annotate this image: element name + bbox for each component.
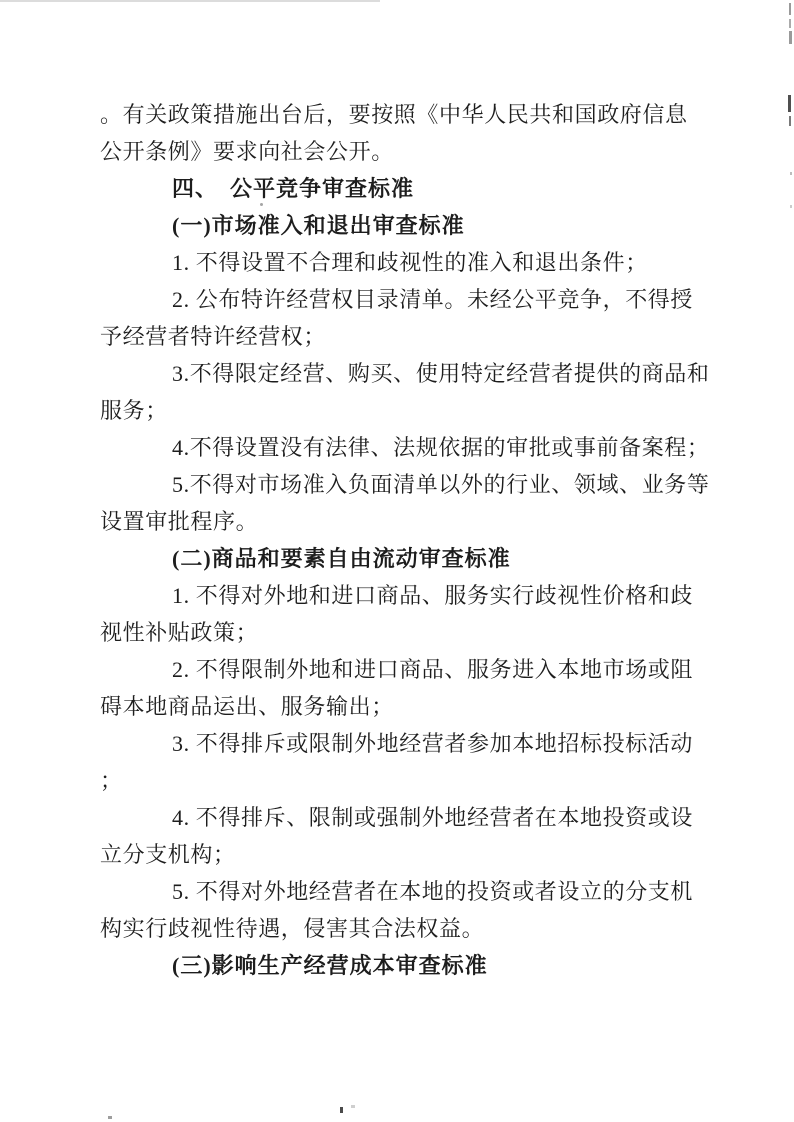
text-line: 构实行歧视性待遇，侵害其合法权益。 <box>100 916 485 941</box>
text-line: 立分支机构； <box>100 842 236 867</box>
heading-line: (二)商品和要素自由流动审查标准 <box>172 546 511 571</box>
scan-artifact-speck <box>790 172 792 175</box>
scan-artifact-speck <box>108 1116 112 1119</box>
scan-artifact-speck <box>340 1107 343 1113</box>
text-line: 4.不得设置没有法律、法规依据的审批或事前备案程； <box>172 435 710 460</box>
text-line: 1. 不得对外地和进口商品、服务实行歧视性价格和歧 <box>172 583 694 608</box>
text-line: 予经营者特许经营权； <box>100 324 327 349</box>
heading-line: (一)市场准入和退出审查标准 <box>172 213 465 238</box>
scan-artifact-speck <box>260 203 263 206</box>
text-line: 公开条例》要求向社会公开。 <box>100 139 394 164</box>
heading-line: (三)影响生产经营成本审查标准 <box>172 953 488 978</box>
text-line: 设置审批程序。 <box>100 509 259 534</box>
scan-artifact-top-line <box>0 0 380 2</box>
text-line: 服务； <box>100 398 168 423</box>
text-line: 1. 不得设置不合理和歧视性的准入和退出条件； <box>172 250 648 275</box>
document-body <box>100 96 710 984</box>
scan-artifact-right-dash <box>788 95 791 112</box>
text-line: 5. 不得对外地经营者在本地的投资或者设立的分支机 <box>172 879 694 904</box>
text-line: 4. 不得排斥、限制或强制外地经营者在本地投资或设 <box>172 805 694 830</box>
scan-artifact-speck <box>351 1105 355 1108</box>
scan-artifact-right-dash <box>789 116 791 126</box>
text-line: 碍本地商品运出、服务输出； <box>100 694 394 719</box>
scan-artifact-right-dash <box>789 31 792 44</box>
text-line: 3. 不得排斥或限制外地经营者参加本地招标投标活动 <box>172 731 694 756</box>
text-line: ； <box>100 768 123 793</box>
text-line: 3.不得限定经营、购买、使用特定经营者提供的商品和 <box>172 361 710 386</box>
scan-artifact-right-dash <box>789 19 791 28</box>
scan-artifact-right-dash <box>789 3 791 15</box>
scan-artifact-speck <box>790 205 792 208</box>
text-line: 2. 不得限制外地和进口商品、服务进入本地市场或阻 <box>172 657 694 682</box>
text-line: 。有关政策措施出台后，要按照《中华人民共和国政府信息 <box>100 102 688 127</box>
text-line: 视性补贴政策； <box>100 620 259 645</box>
heading-line: 四、 公平竞争审查标准 <box>172 176 415 201</box>
text-line: 2. 公布特许经营权目录清单。未经公平竞争，不得授 <box>172 287 694 312</box>
text-line: 5.不得对市场准入负面清单以外的行业、领域、业务等 <box>172 472 710 497</box>
